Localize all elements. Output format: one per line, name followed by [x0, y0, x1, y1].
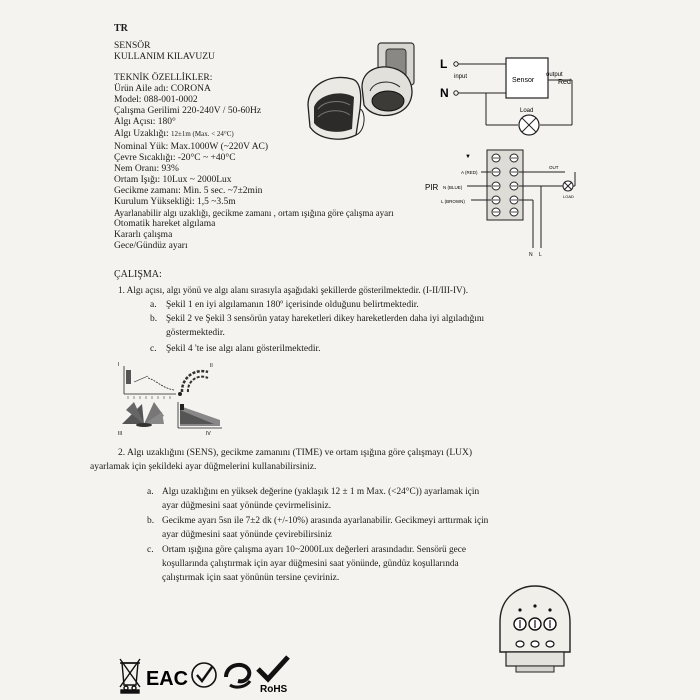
specs-title: TEKNİK ÖZELLİKLER:	[114, 73, 213, 83]
spec-model: Model: 088-001-0002	[114, 95, 198, 105]
label-n-blue: N (BLUE)	[443, 185, 463, 190]
item-1c-text: Şekil 4 'te ise algı alanı gösterilmektedir.	[166, 344, 321, 354]
operation-item-2-line-2: ayarlamak için şekildeki ayar düğmelerini kullanabilirsiniz.	[90, 462, 317, 472]
spec-distance-label: Algı Uzaklığı:	[114, 129, 169, 139]
conformity-check-icon	[192, 663, 216, 687]
label-a-red: A (RED)	[461, 170, 478, 175]
figure-II	[178, 371, 208, 396]
spec-adjustable: Ayarlanabilir algı uzaklığı, gecikme zamanı , ortam ışığına göre çalışma ayarı	[114, 208, 394, 218]
rohs-check-icon	[258, 657, 288, 679]
item-2c-line-1: Ortam ışığına göre çalışma ayarı 10~2000Lux değerleri arasındadır. Sensörü gece	[162, 545, 466, 555]
label-load-small: LOAD	[563, 194, 574, 199]
spec-ambient-temp: Çevre Sıcaklığı: -20°C ~ +40°C	[114, 153, 236, 163]
operation-item-2-line-1: 2. Algı uzaklığını (SENS), gecikme zamanını (TIME) ve ortam ışığına göre çalışmayı (LUX)	[118, 448, 473, 458]
operation-title: ÇALIŞMA:	[114, 269, 162, 280]
label-l-brown: L (BROWN)	[441, 199, 465, 204]
item-2c-line-2: koşullarında çalıştırmak için ayar düğmesini saat yönünde, gündüz koşullarında	[162, 559, 459, 569]
item-2c-mark: c.	[147, 545, 154, 555]
label-l-small: L	[539, 252, 542, 258]
item-2b-line-2: ayar düğmesini saat yönünde çevirebilirsiniz	[162, 530, 332, 540]
certification-marks	[118, 655, 298, 695]
label-n-small: N	[529, 252, 533, 258]
figure-I-label: I	[118, 362, 120, 368]
label-red: Red	[558, 79, 571, 86]
item-1b-line-1: Şekil 2 ve Şekil 3 sensörün yatay hareketleri dikey hareketlerden daha iyi algıladığını	[166, 314, 485, 324]
label-input: input	[454, 74, 468, 80]
spec-distance-value: 12±1m (Max. < 24°C)	[171, 130, 234, 138]
item-1b-line-2: göstermektedir.	[166, 328, 225, 338]
label-out: OUT	[549, 165, 559, 170]
spec-auto: Otomatik hareket algılama	[114, 219, 216, 229]
item-2a-line-2: ayar düğmesini saat yönünde çevirmelisiniz.	[162, 501, 332, 511]
eac-mark: EAC	[146, 668, 188, 690]
item-1c-mark: c.	[150, 344, 157, 354]
spec-humidity: Nem Oranı: 93%	[114, 164, 179, 174]
spec-voltage: Çalışma Gerilimi 220-240V / 50-60Hz	[114, 106, 262, 116]
label-N: N	[440, 86, 449, 100]
item-2a-line-1: Algı uzaklığını en yüksek değerine (yaklaşık 12 ± 1 m Max. (<24°C)) ayarlamak için	[162, 487, 480, 497]
item-1a-mark: a.	[150, 300, 157, 310]
svg-text:▼: ▼	[465, 154, 471, 160]
sensor-product-image	[300, 35, 435, 150]
recycling-logo-icon	[226, 665, 250, 687]
spec-ambient-light: Ortam Işığı: 10Lux ~ 2000Lux	[114, 175, 232, 185]
manual-title: KULLANIM KILAVUZU	[114, 52, 215, 62]
wiring-diagram	[436, 40, 586, 152]
spec-load: Nominal Yük: Max.1000W (~220V AC)	[114, 142, 269, 152]
label-output: output	[546, 72, 563, 78]
spec-height: Kurulum Yüksekliği: 1,5 ~3.5m	[114, 197, 236, 207]
label-L: L	[440, 57, 448, 71]
item-2b-mark: b.	[147, 516, 155, 526]
spec-family: Ürün Aile adı: CORONA	[114, 84, 211, 94]
weee-bin-icon	[120, 659, 140, 693]
language-code: TR	[114, 23, 128, 34]
spec-angle: Algı Açısı: 180°	[114, 117, 176, 127]
rohs-mark: RoHS	[260, 684, 288, 695]
item-2b-line-1: Gecikme ayarı 5sn ile 7±2 dk (+/-10%) arasında ayarlanabilir. Gecikmeyi arttırmak için	[162, 516, 489, 526]
figure-I	[124, 366, 176, 399]
operation-item-1: 1. Algı açısı, algı yönü ve algı alanı sırasıyla aşağıdaki şekillerde gösterilmektedir. (I-II/III-IV).	[118, 285, 469, 295]
figure-III-label: III	[118, 431, 123, 437]
spec-stable: Kararlı çalışma	[114, 230, 173, 240]
item-2c-line-3: çalıştırmak için saat yönünün tersine çeviriniz.	[162, 573, 340, 583]
spec-daynight: Gece/Gündüz ayarı	[114, 241, 188, 251]
label-load: Load	[520, 108, 534, 114]
terminal-block-diagram	[425, 148, 590, 258]
product-title: SENSÖR	[114, 41, 151, 51]
spec-delay: Gecikme zamanı: Min. 5 sec. ~7±2min	[114, 186, 263, 196]
detection-figures	[114, 358, 224, 438]
label-sensor: Sensor	[512, 77, 535, 84]
item-1a-text: Şekil 1 en iyi algılamanın 180º içerisinde olduğunu belirtmektedir.	[166, 300, 419, 310]
label-pir: PIR	[425, 183, 439, 192]
figure-IV	[178, 402, 222, 428]
figure-III	[122, 402, 164, 427]
figure-II-label: II	[210, 363, 213, 369]
adjustment-knobs-image	[490, 582, 580, 674]
item-1b-mark: b.	[150, 314, 158, 324]
figure-IV-label: IV	[206, 431, 211, 437]
item-2a-mark: a.	[147, 487, 154, 497]
